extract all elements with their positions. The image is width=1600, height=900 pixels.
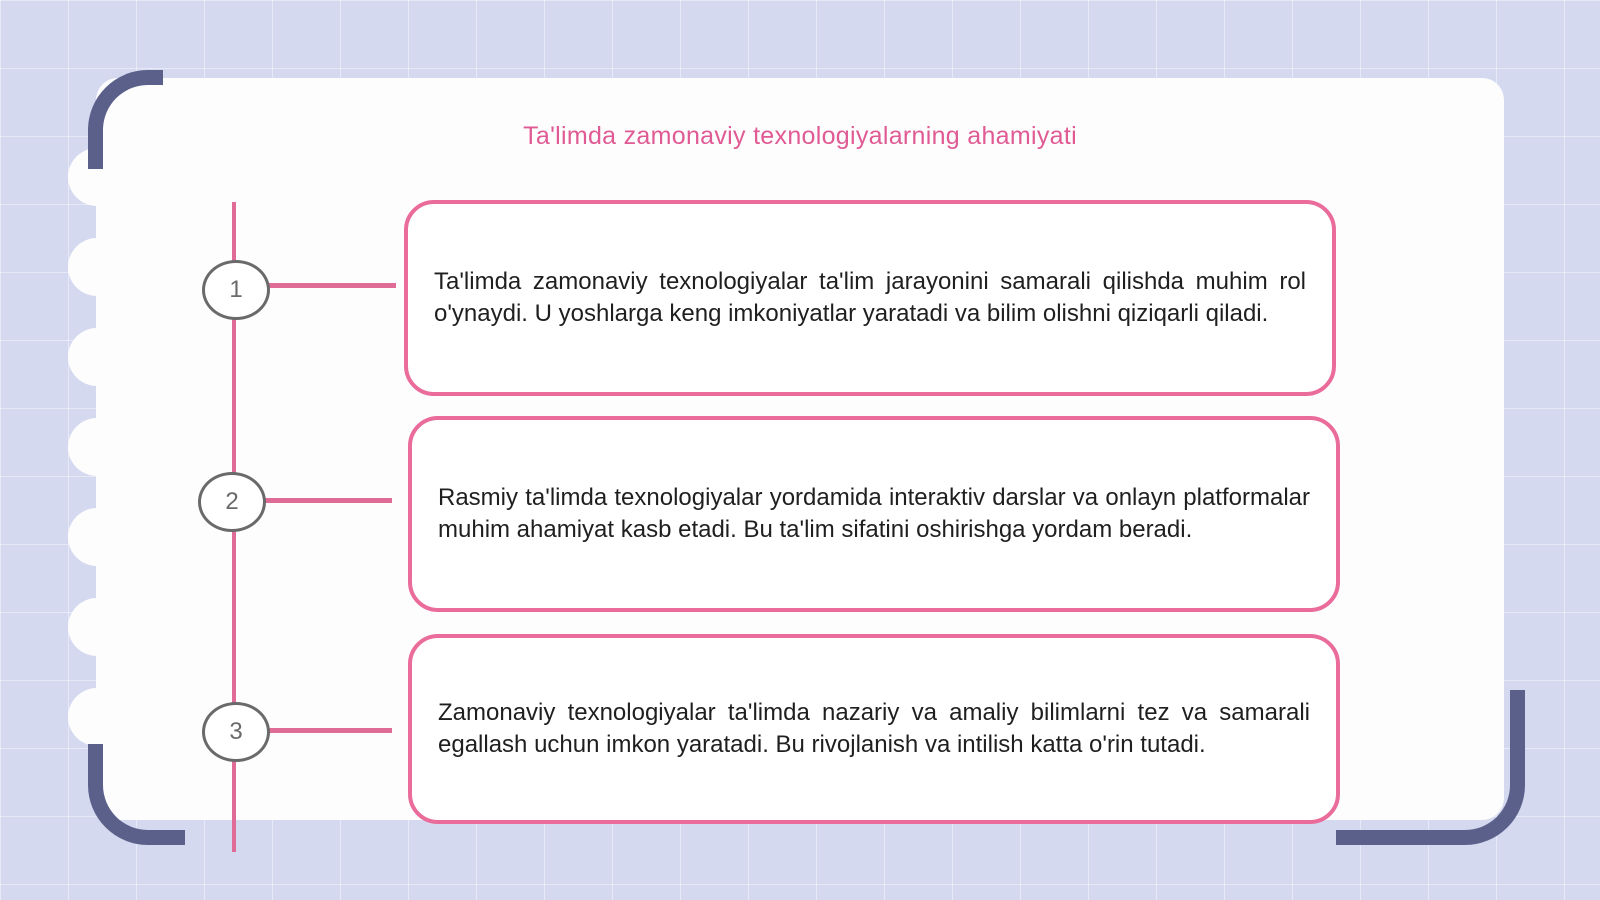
card-text-2: Rasmiy ta'limda texnologiyalar yordamida interaktiv darslar va onlayn platformalar muhim ahamiyat kasb etadi. Bu ta'lim sifatini oshirishga yordam beradi.: [438, 484, 1310, 543]
corner-bracket-bottom-left: [88, 744, 185, 845]
timeline-connector-3: [262, 728, 392, 733]
timeline-connector-2: [258, 498, 392, 503]
step-number-3: 3: [202, 702, 270, 762]
content-card-2: [408, 416, 1340, 612]
paper-edge-bump: [68, 238, 126, 296]
content-card-1: [404, 200, 1336, 396]
step-number-1: 1: [202, 260, 270, 320]
card-text-3: Zamonaviy texnologiyalar ta'limda nazariy va amaliy bilimlarni tez va samarali egallash uchun imkon yaratadi. Bu rivojlanish va intilish katta o'rin tutadi.: [438, 699, 1310, 758]
card-text-1: Ta'limda zamonaviy texnologiyalar ta'lim jarayonini samarali qilishda muhim rol o'ynaydi. U yoshlarga keng imkoniyatlar yaratadi va bilim olishni qiziqarli qiladi.: [434, 268, 1306, 327]
paper-edge-bump: [68, 508, 126, 566]
corner-bracket-top-left: [88, 70, 163, 169]
timeline-connector-1: [262, 283, 396, 288]
paper-edge-bump: [68, 688, 126, 746]
content-card-3: [408, 634, 1340, 824]
slide-title: Ta'limda zamonaviy texnologiyalarning ahamiyati: [523, 122, 1077, 150]
paper-edge-bump: [68, 418, 126, 476]
corner-bracket-bottom-right: [1336, 690, 1525, 845]
paper-edge-bump: [68, 328, 126, 386]
paper-edge-bump: [68, 598, 126, 656]
step-number-2: 2: [198, 472, 266, 532]
